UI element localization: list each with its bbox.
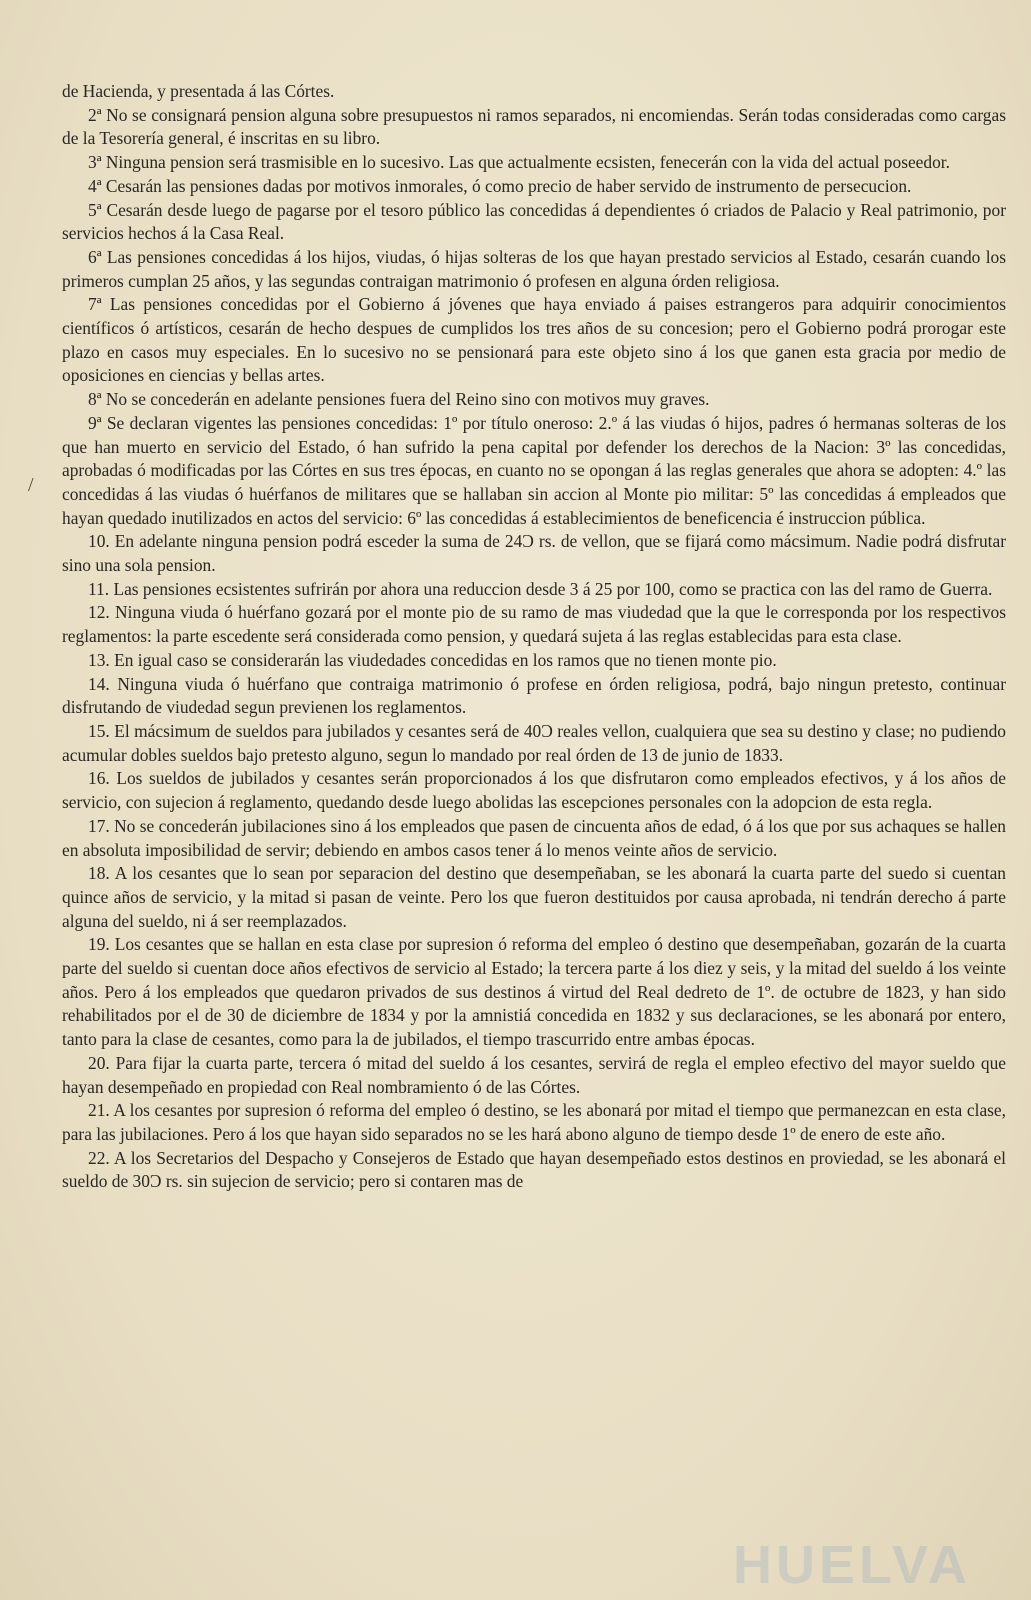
paragraph-number: 6ª	[88, 246, 102, 267]
paragraph-text: A los Secretarios del Despacho y Consejeros de Estado que hayan desempeñado estos destinos en proviedad, se les abonará el sueldo de 30Ɔ rs. sin sujecion de servicio; pero si contaren mas de	[62, 1147, 1007, 1192]
paragraph	[62, 151, 1006, 175]
paragraph-text: El mácsimum de sueldos para jubilados y cesantes será de 40Ɔ reales vellon, cualquiera que sea su destino y clase; no pudiendo acumular dobles sueldos bajo pretesto alguno, segun lo mandado por real órden de 13 de junio de 1833.	[62, 720, 1006, 765]
paragraph-text: Las pensiones concedidas á los hijos, viudas, ó hijas solteras de los que hayan prestado servicios al Estado, cesarán cuando los primeros cumplan 25 años, y las segundas contraigan matrimonio ó profesen en alguna órden religiosa.	[62, 246, 1006, 291]
paragraph-number: 7ª	[88, 294, 102, 315]
paragraph	[62, 1052, 1006, 1099]
paragraph-number: 11.	[88, 578, 110, 599]
paragraph	[62, 720, 1006, 767]
paragraph-number: 12.	[88, 602, 110, 623]
paragraph	[62, 649, 1006, 673]
paragraph	[62, 601, 1006, 648]
paragraph	[62, 293, 1006, 388]
paragraph-number: 19.	[88, 934, 110, 955]
paragraph-text: No se concederán en adelante pensiones fuera del Reino sino con motivos muy graves.	[105, 389, 710, 410]
paragraph-text: A los cesantes que lo sean por separacion del destino que desempeñaban, se les abonará la cuarta parte del suedo si cuentan quince años de servicio, y la mitad si pasan de veinte. Pero los que fueron destituidos por causa aprobada, ni tendrán derecho á parte alguna del sueldo, ni á ser reemplazados.	[62, 863, 1007, 931]
paragraph	[62, 767, 1006, 814]
paragraph-number: 8ª	[88, 389, 102, 410]
paragraph-number: 22.	[88, 1147, 110, 1168]
paragraph	[62, 530, 1006, 577]
paragraph-text: Ninguna viuda ó huérfano que contraiga matrimonio ó profese en órden religiosa, podrá, bajo ningun pretesto, continuar disfrutando de viudedad segun previenen los reglamentos.	[62, 673, 1006, 718]
paragraph	[62, 1099, 1006, 1146]
paragraph	[62, 578, 1006, 602]
paragraph-text: No se consignará pension alguna sobre presupuestos ni ramos separados, ni encomiendas. Serán todas consideradas como cargas de la Tesorería general, é inscritas en su libro.	[62, 104, 1006, 149]
paragraph-number: 20.	[88, 1052, 110, 1073]
paragraph-number: 13.	[88, 649, 110, 670]
paragraph	[62, 175, 1006, 199]
paragraph-text: Cesarán las pensiones dadas por motivos inmorales, ó como precio de haber servido de instrumento de persecucion.	[105, 175, 912, 196]
paragraph-text: Cesarán desde luego de pagarse por el tesoro público las concedidas á dependientes ó criados de Palacio y Real patrimonio, por servicios hechos á la Casa Real.	[62, 199, 1006, 244]
paragraph-text: Se declaran vigentes las pensiones concedidas: 1º por título oneroso: 2.º á las viudas ó hijos, padres ó hermanas solteras de los que han muerto en servicio del Estado, ó han sufrido la pena capital por defender los derechos de la Nacion: 3º las concedidas, aprobadas ó modificadas por las Córtes en sus tres épocas, en cuanto no se opongan á las reglas generales que ahora se adopten: 4.º las concedidas á las viudas ó huérfanos de militares que se hallaban sin accion al Monte pio militar: 5º las concedidas á empleados que hayan quedado inutilizados en actos del servicio: 6º las concedidas á establecimientos de beneficencia é instruccion pública.	[62, 412, 1006, 528]
paragraph-text: Para fijar la cuarta parte, tercera ó mitad del sueldo á los cesantes, servirá de regla el empleo efectivo del mayor sueldo que hayan desempeñado en propiedad con Real nombramiento ó de las Córtes.	[62, 1052, 1006, 1097]
paragraph-number: 4ª	[88, 175, 102, 196]
paragraph	[62, 412, 1006, 531]
paragraph-text: Los cesantes que se hallan en esta clase por supresion ó reforma del empleo ó destino que desempeñaban, gozarán de la cuarta parte del sueldo si cuentan doce años efectivos de servicio al Estado; la tercera parte á los diez y seis, y la mitad del sueldo á los veinte años. Pero á los empleados que quedaron privados de sus destinos á virtud del Real dedreto de 1º. de octubre de 1823, y han sido rehabilitados por el de 30 de diciembre de 1834 y por la amnistiá concedida en 1832 y sus declaraciones, se les abonará por entero, tanto para la clase de cesantes, como para la de jubilados, el tiempo trascurrido entre ambas épocas.	[62, 934, 1006, 1050]
paragraph-text: En igual caso se considerarán las viudedades concedidas en los ramos que no tienen monte pio.	[114, 649, 777, 670]
paragraph	[62, 246, 1006, 293]
paragraph	[62, 815, 1006, 862]
paragraph-number: 18.	[88, 863, 110, 884]
paragraph-number: 3ª	[88, 152, 102, 173]
paragraph-text: Ninguna pension será trasmisible en lo sucesivo. Las que actualmente ecsisten, fenecerán con la vida del actual poseedor.	[105, 152, 950, 173]
paragraph-number: 10.	[88, 531, 110, 552]
paragraph-text: Las pensiones ecsistentes sufrirán por ahora una reduccion desde 3 á 25 por 100, como se practica con las del ramo de Guerra.	[113, 578, 993, 599]
paragraph-number: 15.	[88, 720, 110, 741]
paragraph-text: Las pensiones concedidas por el Gobierno á jóvenes que haya enviado á paises estrangeros para adquirir conocimientos científicos ó artísticos, cesarán de hecho despues de cumplidos los tres años de su concesion; pero el Gobierno podrá prorogar este plazo en casos muy especiales. En lo sucesivo no se pensionará para este objeto sino á los que ganen esta gracia por medio de oposiciones en ciencias y bellas artes.	[62, 294, 1006, 386]
paragraph	[62, 199, 1006, 246]
paragraph-text: A los cesantes por supresion ó reforma del empleo ó destino, se les abonará por mitad el tiempo que permanezcan en esta clase, para las jubilaciones. Pero á los que hayan sido separados no se les hará abono alguno de tiempo desde 1º de enero de este año.	[62, 1100, 1007, 1144]
margin-mark: /	[28, 474, 34, 496]
paragraph	[62, 104, 1006, 151]
paragraph-number: 16.	[88, 768, 110, 789]
paragraph	[62, 1147, 1006, 1194]
paragraph	[62, 388, 1006, 412]
paragraph-text: No se concederán jubilaciones sino á los empleados que pasen de cincuenta años de edad, ó á los que por sus achaques se hallen en absoluta imposibilidad de servir; debiendo en ambos casos tener á lo menos veinte años de servicio.	[62, 815, 1006, 860]
paragraph-number: 17.	[88, 815, 110, 836]
paragraph: de Hacienda, y presentada á las Córtes.	[62, 81, 335, 101]
paragraph	[62, 862, 1006, 933]
paragraph	[62, 933, 1006, 1052]
paragraph-number: 21.	[88, 1100, 110, 1121]
paragraph	[62, 673, 1006, 720]
document-body	[62, 80, 1006, 1194]
paragraph-number: 5ª	[88, 199, 102, 220]
library-watermark: HUELVA	[733, 1535, 971, 1595]
paragraph-number: 9ª	[88, 412, 102, 433]
paragraph-number: 14.	[88, 673, 110, 694]
paragraph-text: En adelante ninguna pension podrá esceder la suma de 24Ɔ rs. de vellon, que se fijará como mácsimum. Nadie podrá disfrutar sino una sola pension.	[62, 531, 1006, 576]
paragraph-text: Los sueldos de jubilados y cesantes serán proporcionados á los que disfrutaron como empleados efectivos, y á los años de servicio, con sujecion á reglamento, quedando desde luego abolidas las escepciones personales con la adopcion de esta regla.	[62, 768, 1006, 813]
paragraph-text: Ninguna viuda ó huérfano gozará por el monte pio de su ramo de mas viudedad que la que le corresponda por los respectivos reglamentos: la parte escedente será considerada como pension, y quedará sujeta á las reglas establecidas para esta clase.	[62, 602, 1006, 647]
paragraph-number: 2ª	[88, 104, 102, 125]
